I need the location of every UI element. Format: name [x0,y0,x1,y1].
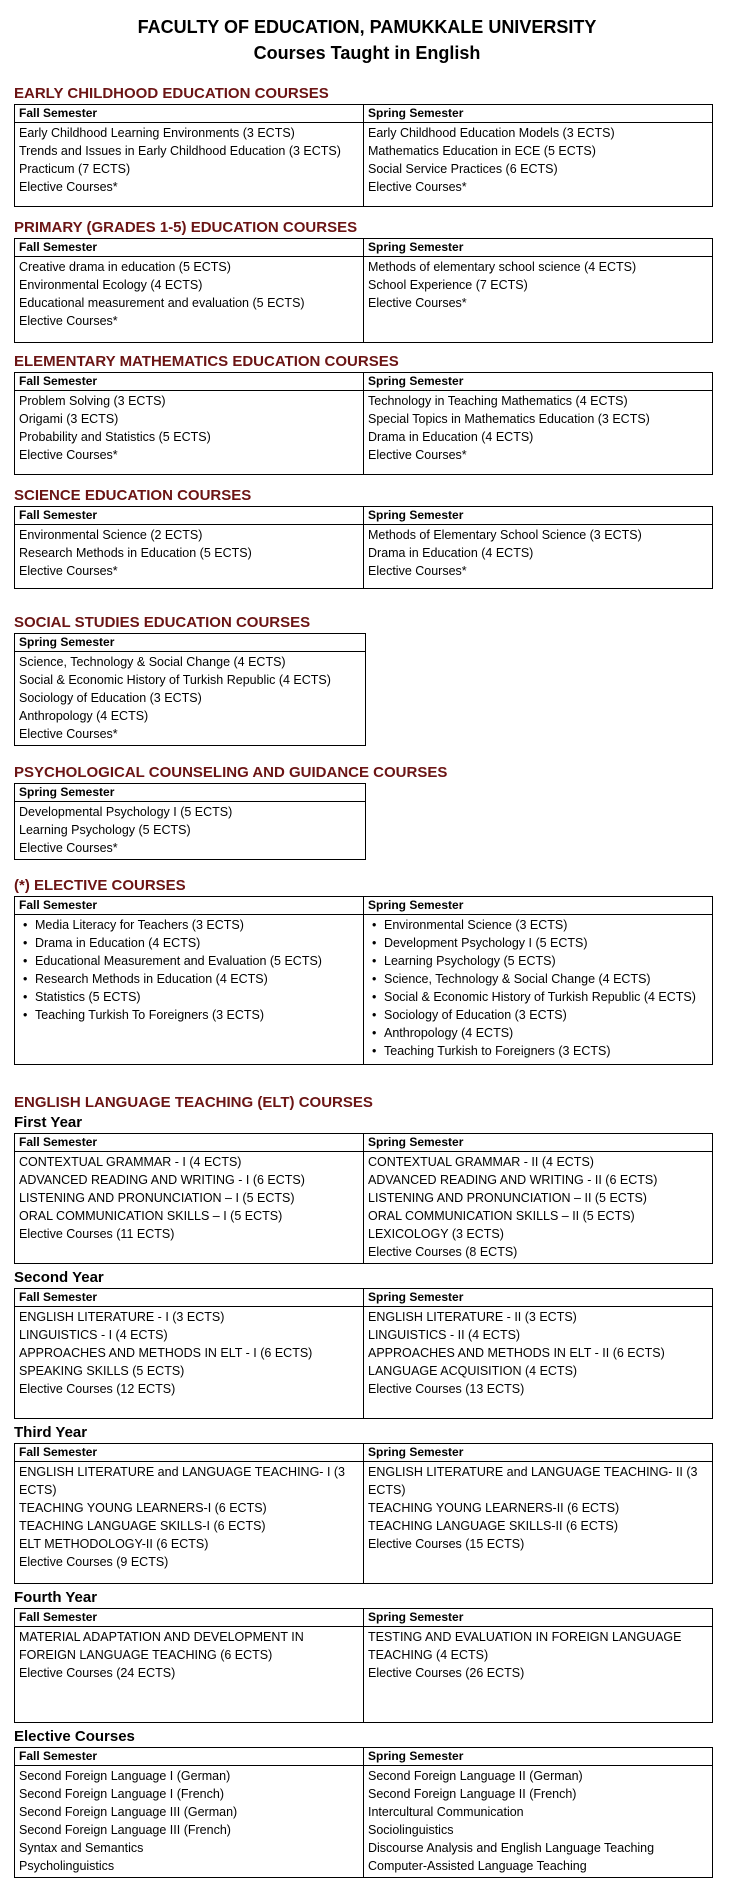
course-item: Problem Solving (3 ECTS) [19,394,166,408]
page-subtitle: Courses Taught in English [253,43,481,63]
primary-section [14,218,713,343]
course-item: ORAL COMMUNICATION SKILLS – II (5 ECTS) [368,1209,635,1223]
course-item: LINGUISTICS - I (4 ECTS) [19,1328,168,1342]
course-item: Second Foreign Language II (German) [368,1769,583,1783]
course-item: Sociolinguistics [368,1823,454,1837]
fall-header: Fall Semester [15,105,364,123]
course-item: ORAL COMMUNICATION SKILLS – I (5 ECTS) [19,1209,283,1223]
spring-header: Spring Semester [364,897,713,915]
course-item: Research Methods in Education (5 ECTS) [19,546,252,560]
course-item: Elective Courses* [19,448,118,462]
spring-header: Spring Semester [364,1134,713,1152]
course-item: • Teaching Turkish To Foreigners (3 ECTS) [19,1006,359,1024]
course-item: Early Childhood Learning Environments (3 ECTS) [19,126,295,140]
course-item: Drama in Education (4 ECTS) [368,430,534,444]
section-title: ELEMENTARY MATHEMATICS EDUCATION COURSES [14,353,399,370]
spring-header: Spring Semester [364,1444,713,1462]
fall-list [15,915,364,1065]
fall-header: Fall Semester [15,507,364,525]
course-item: APPROACHES AND METHODS IN ELT - I (6 ECTS) [19,1346,313,1360]
course-item: Early Childhood Education Models (3 ECTS) [368,126,615,140]
spring-list [15,652,366,746]
year-label: Elective Courses [14,1728,135,1745]
course-item: LISTENING AND PRONUNCIATION – II (5 ECTS) [368,1191,647,1205]
course-item: • Social & Economic History of Turkish Republic (4 ECTS) [368,988,708,1006]
fall-list [15,525,364,589]
course-item: Drama in Education (4 ECTS) [368,546,534,560]
elt-third-year-table [14,1443,713,1584]
course-item: ENGLISH LITERATURE and LANGUAGE TEACHING- II (3 ECTS) [368,1465,698,1497]
spring-header: Spring Semester [364,1609,713,1627]
course-item: TEACHING LANGUAGE SKILLS-II (6 ECTS) [368,1519,619,1533]
course-item: Second Foreign Language I (German) [19,1769,231,1783]
spring-list [364,257,713,343]
course-item: LANGUAGE ACQUISITION (4 ECTS) [368,1364,578,1378]
spring-list [364,1307,713,1419]
course-item: SPEAKING SKILLS (5 ECTS) [19,1364,185,1378]
course-item: CONTEXTUAL GRAMMAR - I (4 ECTS) [19,1155,242,1169]
course-item: ENGLISH LITERATURE and LANGUAGE TEACHING- I (3 ECTS) [19,1465,346,1497]
fall-list [15,123,364,207]
spring-list [15,802,366,860]
science-section [14,486,713,589]
course-item: Environmental Science (2 ECTS) [19,528,203,542]
course-item: Elective Courses* [368,448,467,462]
course-item: Elective Courses (11 ECTS) [19,1227,175,1241]
elt-electives-table [14,1747,713,1878]
course-item: • Anthropology (4 ECTS) [368,1024,708,1042]
section-title: (*) ELECTIVE COURSES [14,877,186,894]
section-title: EARLY CHILDHOOD EDUCATION COURSES [14,85,329,102]
course-item: ELT METHODOLOGY-II (6 ECTS) [19,1537,209,1551]
year-label: Second Year [14,1269,104,1286]
course-item: Intercultural Communication [368,1805,524,1819]
course-item: Discourse Analysis and English Language Teaching [368,1841,655,1855]
spring-header: Spring Semester [364,105,713,123]
course-item: • Development Psychology I (5 ECTS) [368,934,708,952]
elt-first-year-table [14,1133,713,1264]
spring-list [364,525,713,589]
course-item: Elective Courses (15 ECTS) [368,1537,525,1551]
spring-list [364,915,713,1065]
elective-table [14,896,713,1065]
course-item: • Educational Measurement and Evaluation (5 ECTS) [19,952,359,970]
primary-table [14,238,713,343]
spring-header: Spring Semester [15,634,366,652]
fall-header: Fall Semester [15,1444,364,1462]
year-label: First Year [14,1114,83,1131]
fall-list [15,1766,364,1878]
course-item: Environmental Ecology (4 ECTS) [19,278,203,292]
course-item: Creative drama in education (5 ECTS) [19,260,231,274]
course-item: Second Foreign Language III (French) [19,1823,231,1837]
spring-header: Spring Semester [15,784,366,802]
course-item: Learning Psychology (5 ECTS) [19,823,191,837]
course-item: ADVANCED READING AND WRITING - I (6 ECTS) [19,1173,305,1187]
course-item: LISTENING AND PRONUNCIATION – I (5 ECTS) [19,1191,295,1205]
elt-section [14,1093,713,1878]
spring-header: Spring Semester [364,1748,713,1766]
fall-list [15,1627,364,1723]
spring-header: Spring Semester [364,239,713,257]
math-section [14,352,713,475]
fall-header: Fall Semester [15,239,364,257]
course-item: Elective Courses (24 ECTS) [19,1666,176,1680]
course-item: Computer-Assisted Language Teaching [368,1859,587,1873]
fall-list [15,1152,364,1264]
course-item: Educational measurement and evaluation (5 ECTS) [19,296,305,310]
course-item: Social & Economic History of Turkish Republic (4 ECTS) [19,673,331,687]
course-item: • Statistics (5 ECTS) [19,988,359,1006]
counseling-table [14,783,366,860]
spring-list [364,1766,713,1878]
elective-section [14,876,713,1065]
section-title: ENGLISH LANGUAGE TEACHING (ELT) COURSES [14,1094,373,1111]
fall-list [15,1462,364,1584]
course-item: TEACHING YOUNG LEARNERS-I (6 ECTS) [19,1501,267,1515]
course-item: • Science, Technology & Social Change (4 ECTS) [368,970,708,988]
course-item: Developmental Psychology I (5 ECTS) [19,805,233,819]
fall-list [15,391,364,475]
course-item: Elective Courses (8 ECTS) [368,1245,518,1259]
course-item: Psycholinguistics [19,1859,115,1873]
course-item: • Teaching Turkish to Foreigners (3 ECTS) [368,1042,708,1060]
course-item: • Sociology of Education (3 ECTS) [368,1006,708,1024]
course-item: Elective Courses (26 ECTS) [368,1666,525,1680]
course-item: Elective Courses (9 ECTS) [19,1555,169,1569]
section-title: SCIENCE EDUCATION COURSES [14,487,252,504]
course-item: Trends and Issues in Early Childhood Education (3 ECTS) [19,144,341,158]
course-item: • Learning Psychology (5 ECTS) [368,952,708,970]
course-item: Special Topics in Mathematics Education (3 ECTS) [368,412,650,426]
course-item: Origami (3 ECTS) [19,412,119,426]
course-item: Elective Courses* [368,180,467,194]
course-item: Sociology of Education (3 ECTS) [19,691,202,705]
course-item: Syntax and Semantics [19,1841,144,1855]
course-item: • Research Methods in Education (4 ECTS) [19,970,359,988]
fall-list [15,1307,364,1419]
course-item: Methods of Elementary School Science (3 ECTS) [368,528,642,542]
science-table [14,506,713,589]
course-item: Mathematics Education in ECE (5 ECTS) [368,144,596,158]
document-header [0,0,734,66]
spring-header: Spring Semester [364,507,713,525]
course-item: Social Service Practices (6 ECTS) [368,162,558,176]
course-item: APPROACHES AND METHODS IN ELT - II (6 ECTS) [368,1346,665,1360]
course-item: ADVANCED READING AND WRITING - II (6 ECTS) [368,1173,658,1187]
course-item: TEACHING YOUNG LEARNERS-II (6 ECTS) [368,1501,620,1515]
course-item: • Environmental Science (3 ECTS) [368,916,708,934]
fall-list [15,257,364,343]
fall-header: Fall Semester [15,1289,364,1307]
course-item: • Drama in Education (4 ECTS) [19,934,359,952]
spring-list [364,1152,713,1264]
course-item: Second Foreign Language II (French) [368,1787,577,1801]
course-item: LINGUISTICS - II (4 ECTS) [368,1328,521,1342]
course-item: MATERIAL ADAPTATION AND DEVELOPMENT IN FOREIGN LANGUAGE TEACHING (6 ECTS) [19,1630,304,1662]
elt-second-year-table [14,1288,713,1419]
course-item: Probability and Statistics (5 ECTS) [19,430,211,444]
course-item: ENGLISH LITERATURE - II (3 ECTS) [368,1310,577,1324]
math-table [14,372,713,475]
counseling-section [14,763,447,860]
course-item: TEACHING LANGUAGE SKILLS-I (6 ECTS) [19,1519,266,1533]
course-item: Elective Courses* [19,314,118,328]
course-item: Practicum (7 ECTS) [19,162,131,176]
course-item: • Media Literacy for Teachers (3 ECTS) [19,916,359,934]
spring-list [364,391,713,475]
course-item: Science, Technology & Social Change (4 ECTS) [19,655,286,669]
course-item: Elective Courses* [368,564,467,578]
spring-list [364,1462,713,1584]
fall-header: Fall Semester [15,373,364,391]
course-item: TESTING AND EVALUATION IN FOREIGN LANGUAGE TEACHING (4 ECTS) [368,1630,682,1662]
section-title: PRIMARY (GRADES 1-5) EDUCATION COURSES [14,219,358,236]
course-item: Elective Courses* [368,296,467,310]
course-item: Elective Courses* [19,841,118,855]
course-item: Elective Courses (13 ECTS) [368,1382,525,1396]
course-item: School Experience (7 ECTS) [368,278,528,292]
course-item: Elective Courses* [19,727,118,741]
course-item: Elective Courses* [19,180,118,194]
course-item: Technology in Teaching Mathematics (4 ECTS) [368,394,628,408]
course-item: ENGLISH LITERATURE - I (3 ECTS) [19,1310,225,1324]
course-item: Methods of elementary school science (4 ECTS) [368,260,637,274]
early-childhood-section [14,84,713,207]
early-childhood-table [14,104,713,207]
spring-header: Spring Semester [364,1289,713,1307]
year-label: Fourth Year [14,1589,98,1606]
course-item: Second Foreign Language I (French) [19,1787,224,1801]
course-item: CONTEXTUAL GRAMMAR - II (4 ECTS) [368,1155,594,1169]
section-title: SOCIAL STUDIES EDUCATION COURSES [14,614,311,631]
fall-header: Fall Semester [15,1134,364,1152]
fall-header: Fall Semester [15,897,364,915]
course-item: Second Foreign Language III (German) [19,1805,238,1819]
course-item: Elective Courses* [19,564,118,578]
section-title: PSYCHOLOGICAL COUNSELING AND GUIDANCE COURSES [14,764,448,781]
elt-fourth-year-table [14,1608,713,1723]
spring-header: Spring Semester [364,373,713,391]
year-label: Third Year [14,1424,88,1441]
social-studies-table [14,633,366,746]
course-item: Anthropology (4 ECTS) [19,709,149,723]
fall-header: Fall Semester [15,1609,364,1627]
course-item: Elective Courses (12 ECTS) [19,1382,176,1396]
course-item: LEXICOLOGY (3 ECTS) [368,1227,504,1241]
page-title: FACULTY OF EDUCATION, PAMUKKALE UNIVERSITY [137,17,597,37]
spring-list [364,1627,713,1723]
fall-header: Fall Semester [15,1748,364,1766]
spring-list [364,123,713,207]
social-studies-section [14,613,366,746]
